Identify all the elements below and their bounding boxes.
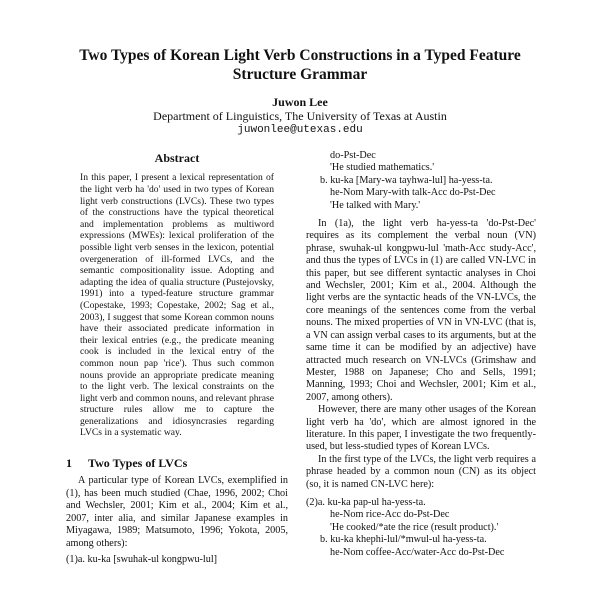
abstract-heading: Abstract bbox=[154, 151, 200, 165]
example-1a-start: (1)a. ku-ka [swuhak-ul kongpwu-lul] bbox=[66, 553, 218, 565]
paragraph-1: In (1a), the light verb ha-yess-ta 'do-Pst-Dec' requires as its complement the verbal noun (VN) phrase, swuhak-ul kongpwu-lul 'math-Acc study-Acc', and thus the types of LVCs in (1) are called VN-LVC in this paper, but see different syntactic analyses in Choi and Wechsler, 2001; Kim et al., 2004. Although the light verbs are the syntactic heads of the VN-LVCs, the core meanings of the sentences come from the verbal nouns. The mixed properties of VN in VN-LVC (that is, a VN can assign verbal cases to its arguments, but at the same time it can be modified by an adjective) have attracted much research on VN-LVCs (Grimshaw and Mester, 1988 on Japanese; Cho and Sells, 1991; Manning, 1993; Choi and Wechsler, 2001; Kim et al., 2007, among others). bbox=[306, 218, 536, 403]
example-2b-line2: he-Nom coffee-Acc/water-Acc do-Pst-Dec bbox=[330, 546, 505, 558]
example-1a-gloss: do-Pst-Dec bbox=[330, 150, 376, 161]
paragraph-2: However, there are many other usages of the Korean light verb ha 'do', which are almost ignored in the literature. In this paper, I investigate the two frequently-used, but less-studied types of Korean LVCs. bbox=[306, 404, 536, 453]
section-paragraph: A particular type of Korean LVCs, exemplified in (1), has been much studied (Chae, 1996, 2002; Choi and Wechsler, 2001; Kim et al., 2004; Kim et al., 2007, inter alia, and similar Japanese examples in Miyagawa, 1989; Matsumoto, 1996; Yokota, 2005, among others): bbox=[66, 475, 288, 549]
example-2a-line2: he-Nom rice-Acc do-Pst-Dec bbox=[330, 509, 450, 521]
abstract-body: In this paper, I present a lexical representation of the light verb ha 'do' used in two types of Korean light verb constructions (LVCs). These two types of the constructions have the typical theoretical and implementation problems as multiword expressions (MWEs): lexical proliferation of the possible light verb senses in the lexicon, potential overgeneration of ill-formed LVCs, and the semantic compositionality issue. Adopting and adapting the idea of qualia structure (Pustejovsky, 1991) into a typed-feature structure grammar (Copestake, 1993; Copestake, 2002; Sag et al., 2003), I suggest that some Korean common nouns have their associated predicate information in their lexical entries (e.g., the predicate meaning cook is included in the lexical entry of the common noun pap 'rice'). Thus such common nouns provide an appropriate predicate meaning to the light verb. The lexical constraints on the light verb and common nouns, and relevant phrase structure rules allow me to capture the generalizations and idiosyncrasies regarding LVCs in a systematic way. bbox=[80, 172, 274, 439]
left-column bbox=[66, 150, 288, 566]
paragraph-3: In the first type of the LVCs, the light verb requires a phrase headed by a common noun (CN) as its object (so, it is named CN-LVC here): bbox=[306, 453, 536, 490]
author-email: juwonlee@utexas.edu bbox=[237, 124, 363, 136]
author-affiliation: Department of Linguistics, The University of Texas at Austin bbox=[153, 109, 447, 123]
section-heading bbox=[66, 457, 288, 469]
example-1b-line2: he-Nom Mary-with talk-Acc do-Pst-Dec bbox=[330, 187, 496, 199]
paper-title: Two Types of Korean Light Verb Constructions in a Typed Feature Structure Grammar bbox=[79, 47, 521, 83]
author-block bbox=[60, 95, 540, 137]
example-2b-line1: b. ku-ka khephi-lul/*mwul-ul ha-yess-ta. bbox=[320, 534, 487, 546]
section-number: 1 bbox=[66, 456, 72, 471]
example-2a-line1: (2)a. ku-ka pap-ul ha-yess-ta. bbox=[306, 496, 426, 508]
section-title-text: Two Types of LVCs bbox=[88, 456, 188, 471]
author-name: Juwon Lee bbox=[272, 95, 328, 109]
example-1b-line1: b. ku-ka [Mary-wa tayhwa-lul] ha-yess-ta. bbox=[320, 174, 493, 186]
example-1b-translation: 'He talked with Mary.' bbox=[330, 199, 421, 211]
right-column bbox=[306, 150, 536, 559]
example-1a-translation: 'He studied mathematics.' bbox=[330, 162, 435, 174]
example-2a-translation: 'He cooked/*ate the rice (result product).' bbox=[330, 521, 499, 533]
